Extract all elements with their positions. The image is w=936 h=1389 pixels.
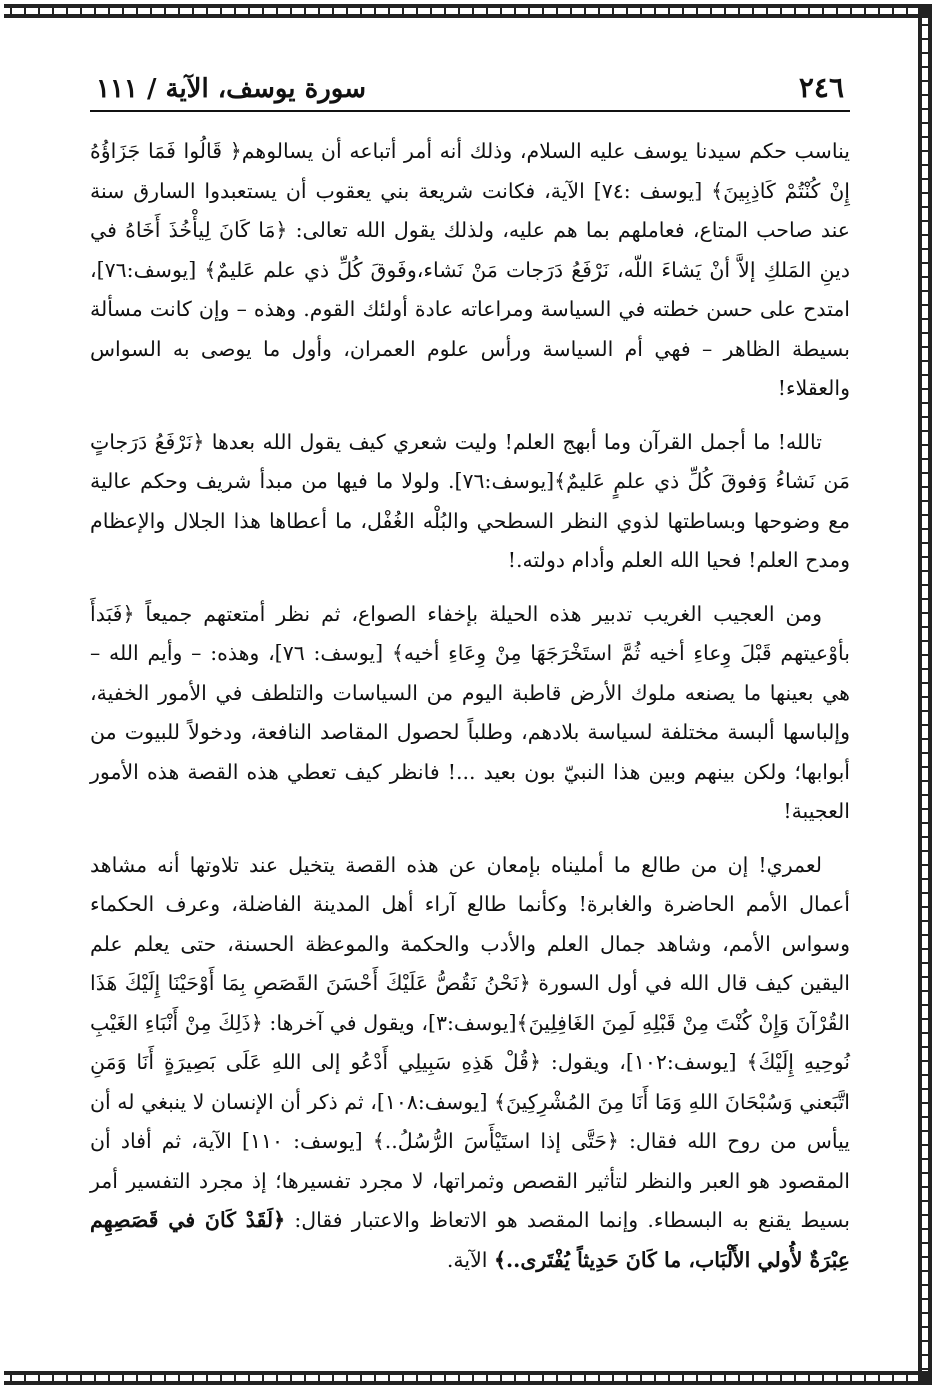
final-tail: الآية.	[446, 1247, 488, 1272]
page-header	[90, 60, 850, 112]
paragraph-4	[90, 846, 850, 1281]
paragraph-4-text: لعمري! إن من طالع ما أمليناه بإمعان عن هذه القصة يتخيل عند تلاوتها أنه مشاهد أعمال الأمم الحاضرة والغابرة! وكأنما طالع آراء أهل المدينة الفاضلة، وعرف الحكماء وسواس الأمم، وشاهد جمال العلم والأدب والحكمة والموعظة الحسنة، حتى يعلم علم اليقين كيف قال الله في أول السورة ﴿نَحْنُ نَقُصُّ عَلَيْكَ أَحْسَنَ القَصَصِ بِمَا أَوْحَيْنَا إِلَيْكَ هَذَا القُرْآنَ وَإِنْ كُنْتَ مِنْ قَبْلِهِ لَمِنَ الغَافِلِينَ﴾[يوسف:٣]، ويقول في آخرها: ﴿ذَلِكَ مِنْ أَنْبَاءِ الغَيْبِ نُوحِيهِ إِلَيْكَ﴾ [يوسف:١٠٢]، ويقول: ﴿قُلْ هَذِهِ سَبِيلِي أَدْعُو إلى اللهِ عَلَى بَصِيرَةٍ أَنَا وَمَنِ اتَّبَعني وَسُبْحَانَ اللهِ وَمَا أَنَا مِنَ المُشْرِكِينَ﴾ [يوسف:١٠٨]، ثم ذكر أن الإنسان لا ينبغي له أن ييأس من روح الله فقال: ﴿حَتَّى إذا استَيْأَسَ الرُّسُلُ..﴾ [يوسف: ١١٠] الآية، ثم أفاد أن المقصود هو العبر والنظر لتأثير القصص وثمراتها، لا مجرد تفسيرها؛ إذ مجرد التفسير أمر بسيط يقنع به البسطاء. وإنما المقصد هو الاتعاظ والاعتبار فقال:	[90, 852, 851, 1232]
final-quote: ﴿لَقَدْ كَانَ في قَصَصِهِم عِبْرَةٌ لأُولي الأَلْبَاب، ما كَانَ حَدِيثاً يُفْتَرى..﴾	[90, 1208, 850, 1272]
running-title: سورة يوسف، الآية / ١١١	[96, 74, 366, 104]
page-body	[90, 132, 850, 1280]
paragraph-1: يناسب حكم سيدنا يوسف عليه السلام، وذلك أنه أمر أتباعه أن يسالوهم﴿ قَالُوا فَمَا جَزَاؤُهُ إِنْ كُنْتُمْ كَاذِبِينَ﴾ [يوسف :٧٤] الآية، فكانت شريعة بني يعقوب أن يستعبدوا السارق سنة عند صاحب المتاع، فعاملهم بما هم عليه، ولذلك يقول الله تعالى: ﴿مَا كَانَ لِيأْخُذَ أَخَاهُ في دينِ المَلكِ إلاَّ أنْ يَشاءَ اللّه، نَرْفَعُ دَرَجات مَنْ نَشاء،وفَوقَ كُلِّ ذي علم عَليمٌ﴾ [يوسف:٧٦]، امتدح على حسن خطته في السياسة ومراعاته عادة أولئك القوم. وهذه – وإن كانت مسألة بسيطة الظاهر – فهي أم السياسة ورأس علوم العمران، وأول ما يوصى به السواس والعقلاء!	[90, 139, 850, 400]
paragraph-2: تالله! ما أجمل القرآن وما أبهج العلم! وليت شعري كيف يقول الله بعدها ﴿نَرْفَعُ دَرَجاتٍ مَن نَشاءُ وَفوقَ كُلِّ ذي علمٍ عَليمٌ﴾[يوسف:٧٦]. ولولا ما فيها من مبدأ شريف وحكم عالية مع وضوحها وبساطتها لذوي النظر السطحي والبُلْه الغُفْل، ما أعطاها هذا الجلال والإعظام ومدح العلم! فحيا الله العلم وأدام دولته.!	[90, 429, 850, 572]
paragraph-3: ومن العجيب الغريب تدبير هذه الحيلة بإخفاء الصواع، ثم نظر أمتعتهم جميعاً ﴿فَبَدأَ بأوْعيتهم قَبْلَ وِعاءِ أخيه ثُمَّ استَخْرَجَهَا مِنْ وِعَاءِ أخيه﴾ [يوسف: ٧٦]، وهذه: – وأيم الله – هي بعينها ما يصنعه ملوك الأرض قاطبة اليوم من السياسات والتلطف في الأمور الخفية، وإلباسها ألبسة مختلفة لسياسة بلادهم، وطلباً لحصول المقاصد النافعة، ودخولاً للبيوت من أبوابها؛ ولكن بينهم وبين هذا النبيّ بون بعيد ...! فانظر كيف تعطي هذه القصة هذه الأمور العجيبة!	[90, 601, 850, 823]
book-page	[90, 60, 850, 1340]
page-number: ٢٤٦	[798, 71, 844, 104]
border-ornament	[922, 18, 928, 1371]
